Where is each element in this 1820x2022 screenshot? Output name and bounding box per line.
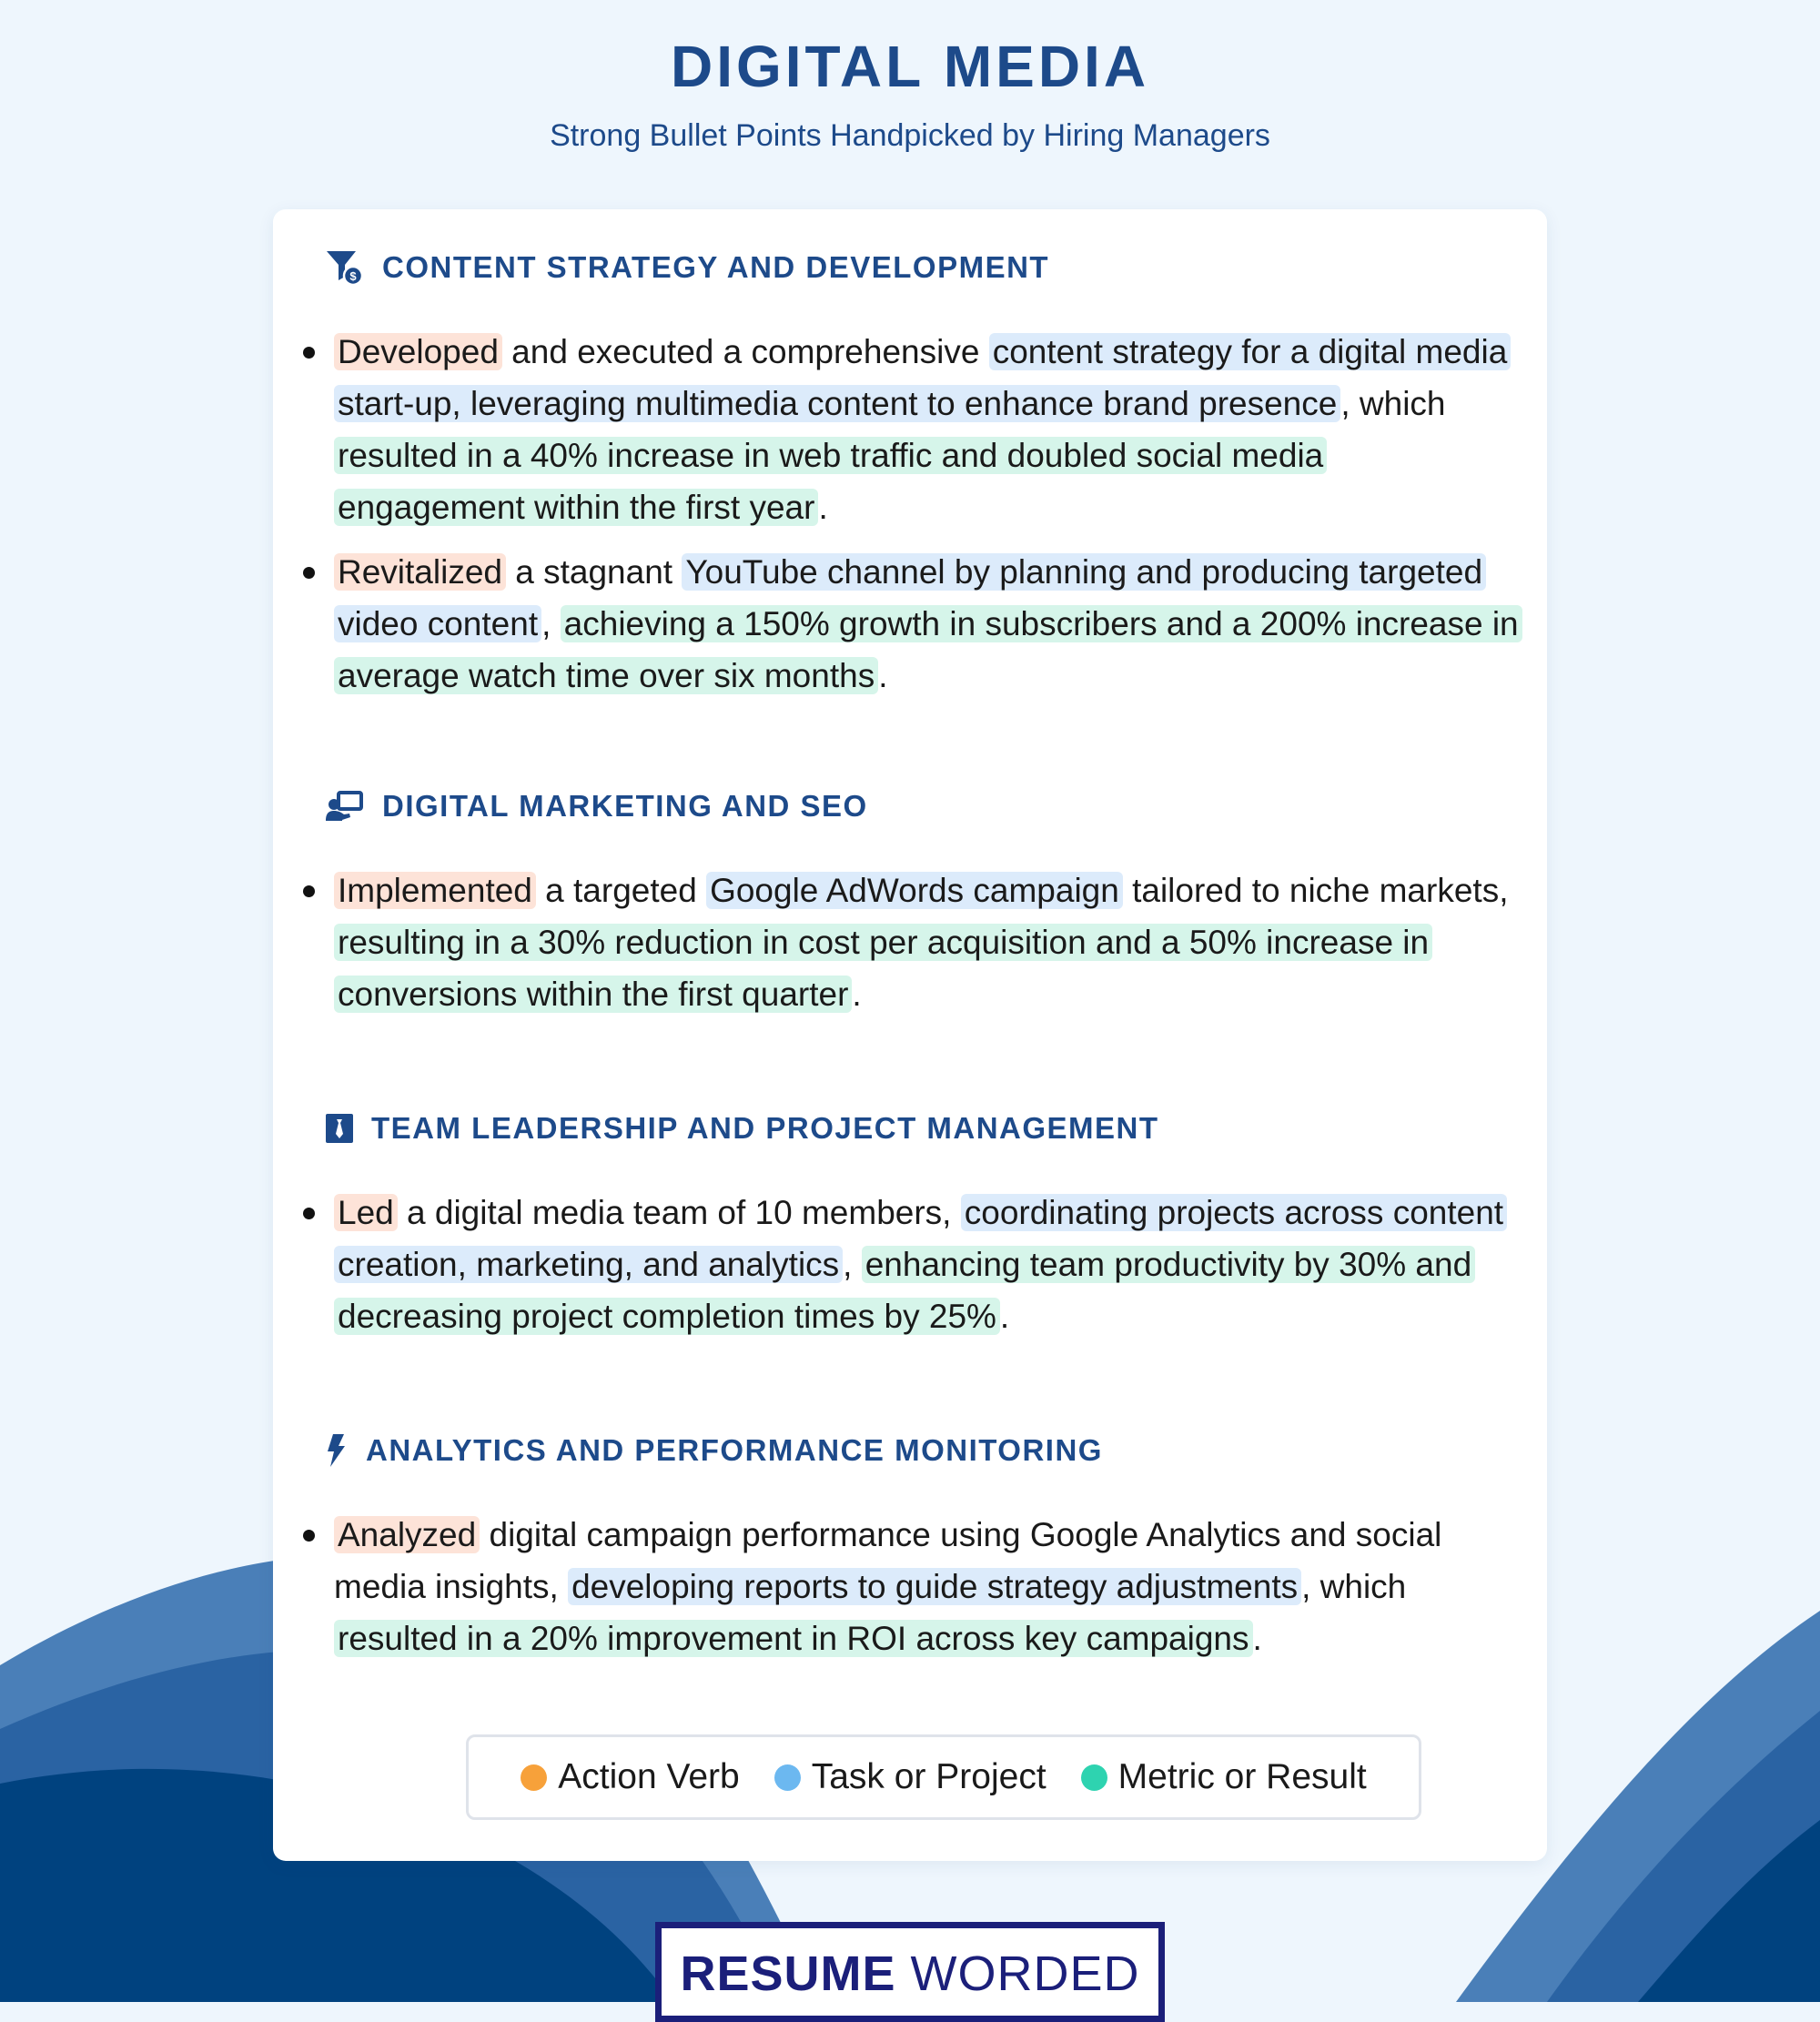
bullet-point [300, 546, 1520, 702]
bullet-points-card [273, 209, 1547, 1861]
bullet-point [300, 1509, 1520, 1664]
section-title: ANALYTICS AND PERFORMANCE MONITORING [366, 1433, 1103, 1467]
bullet-text: , [541, 605, 561, 642]
svg-text:$: $ [349, 269, 357, 283]
section-header [326, 784, 868, 828]
legend-item-task [774, 1757, 1046, 1797]
bullet-text: . [1252, 1620, 1262, 1657]
section-title: CONTENT STRATEGY AND DEVELOPMENT [382, 250, 1050, 284]
legend-item-action-verb [521, 1757, 739, 1797]
section-header [326, 1429, 1103, 1472]
bullet-text: . [878, 657, 888, 694]
legend-label: Task or Project [811, 1757, 1046, 1796]
brand-bold: RESUME [680, 1946, 896, 2001]
bullet-text: a digital media team of 10 members, [397, 1194, 961, 1231]
bullet-text: , [843, 1246, 862, 1283]
bullet-list [300, 864, 1520, 1033]
legend-item-metric [1081, 1757, 1367, 1797]
task-highlight: coordinating projects across content creation, marketing, and analytics [334, 1194, 1507, 1283]
metric-highlight: resulting in a 30% reduction in cost per acquisition and a 50% increase in conversions within the first quarter [334, 924, 1432, 1013]
bullet-list [300, 1187, 1520, 1355]
bullet-text: a stagnant [505, 553, 682, 591]
highlight-legend [466, 1734, 1421, 1820]
bullet-point [300, 326, 1520, 533]
action-verb-highlight: Developed [334, 333, 502, 370]
section-title: TEAM LEADERSHIP AND PROJECT MANAGEMENT [371, 1111, 1159, 1145]
brand-light: WORDED [910, 1946, 1140, 2001]
bullet-point [300, 1187, 1520, 1342]
bullet-point [300, 864, 1520, 1020]
bullet-text: digital campaign performance using Google Analytics and social media insights, [334, 1516, 1442, 1605]
task-highlight: developing reports to guide strategy adjustments [568, 1568, 1301, 1605]
bullet-text: . [999, 1298, 1010, 1335]
action-verb-highlight: Led [334, 1194, 398, 1231]
bullet-text: and executed a comprehensive [501, 333, 989, 370]
action-verb-highlight: Implemented [334, 872, 536, 909]
lightning-bolt-icon [326, 1430, 349, 1471]
bullet-text: a targeted [535, 872, 707, 909]
page-header [0, 25, 1820, 158]
bullet-text: , which [1301, 1568, 1407, 1605]
page-title: DIGITAL MEDIA [670, 34, 1150, 99]
action-verb-highlight: Analyzed [334, 1516, 480, 1553]
funnel-dollar-icon [326, 247, 368, 288]
bullet-list [300, 326, 1520, 714]
metric-highlight: resulted in a 20% improvement in ROI across key campaigns [334, 1620, 1253, 1657]
section-title: DIGITAL MARKETING AND SEO [382, 789, 868, 823]
id-badge-tie-icon [326, 1107, 355, 1149]
bullet-text: tailored to niche markets, [1122, 872, 1509, 909]
page-subtitle: Strong Bullet Points Handpicked by Hiring Managers [550, 118, 1270, 153]
task-highlight: content strategy for a digital media start-up, leveraging multimedia content to enhance brand presence [334, 333, 1511, 422]
legend-dot [521, 1764, 547, 1791]
section-header [326, 246, 1049, 289]
metric-highlight: resulted in a 40% increase in web traffic and doubled social media engagement within the first year [334, 437, 1327, 526]
legend-dot [1081, 1764, 1107, 1791]
legend-dot [774, 1764, 801, 1791]
brand-logo[interactable] [655, 1922, 1165, 2022]
action-verb-highlight: Revitalized [334, 553, 506, 591]
bullet-list [300, 1509, 1520, 1677]
task-highlight: Google AdWords campaign [706, 872, 1123, 909]
legend-label: Metric or Result [1117, 1757, 1367, 1796]
bullet-text: . [852, 976, 862, 1013]
task-highlight: YouTube channel by planning and producing targeted video content [334, 553, 1486, 642]
bullet-text: . [818, 489, 828, 526]
presenter-board-icon [326, 785, 368, 827]
metric-highlight: enhancing team productivity by 30% and decreasing project completion times by 25% [334, 1246, 1475, 1335]
legend-label: Action Verb [558, 1757, 740, 1796]
metric-highlight: achieving a 150% growth in subscribers and a 200% increase in average watch time over six months [334, 605, 1522, 694]
section-header [326, 1107, 1159, 1150]
bullet-text: , which [1340, 385, 1446, 422]
